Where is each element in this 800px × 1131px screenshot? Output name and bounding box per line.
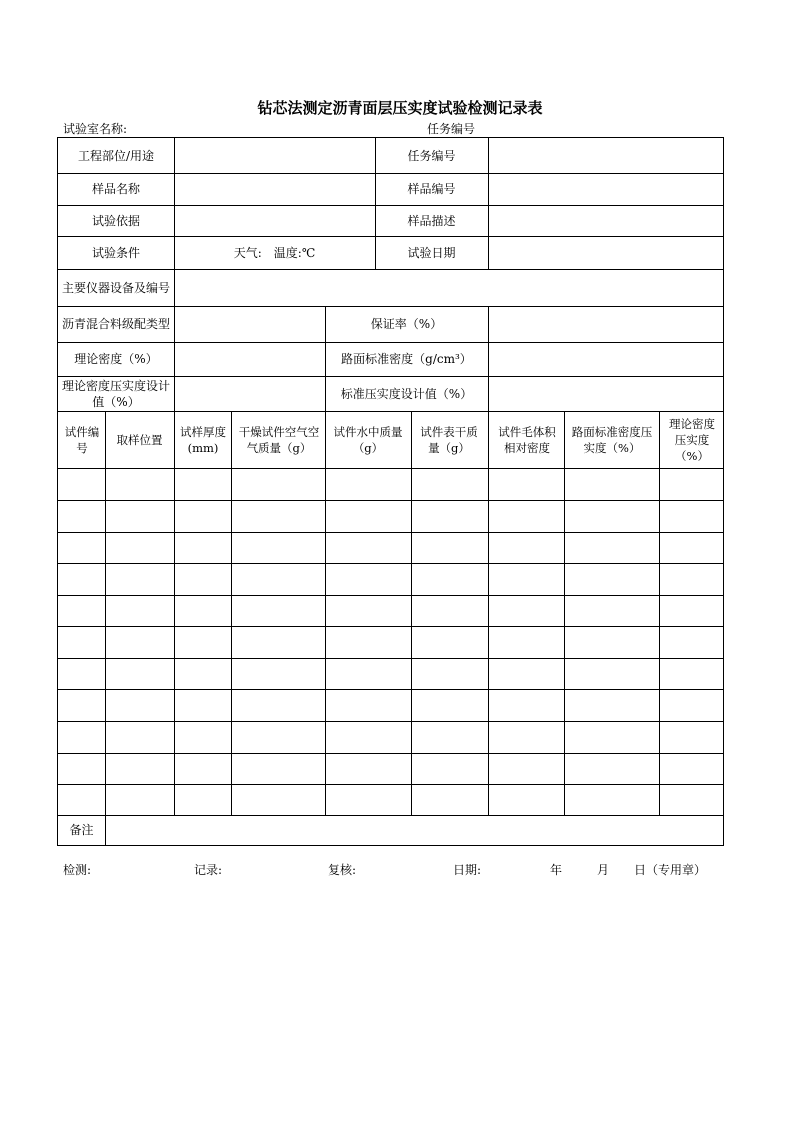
inspect-label: 检测:	[63, 863, 92, 877]
col-header-thickness: 试样厚度(mm)	[180, 424, 226, 455]
remarks-label: 备注	[69, 823, 94, 837]
col-divider	[488, 306, 489, 411]
page-title: 钻芯法测定沥青面层压实度试验检测记录表	[257, 99, 543, 117]
std-design-label: 标准压实度设计值（%）	[340, 386, 473, 401]
col-divider	[105, 411, 106, 815]
row-divider	[58, 500, 723, 501]
row-divider	[58, 815, 723, 816]
project-part-label: 工程部位/用途	[77, 148, 155, 163]
test-date-label: 试验日期	[407, 245, 456, 260]
col-divider	[105, 815, 106, 845]
weather-temp-label: 天气: 温度:℃	[233, 245, 316, 260]
col-divider	[488, 138, 489, 269]
signature-footer	[0, 861, 800, 879]
col-header-bulk-density: 试件毛体积相对密度	[498, 424, 556, 455]
task-no-cell-label: 任务编号	[407, 148, 456, 163]
col-divider	[659, 411, 660, 815]
row-divider	[58, 468, 723, 469]
guarantee-label: 保证率（%）	[370, 317, 443, 331]
col-divider	[411, 411, 412, 815]
row-divider	[58, 721, 723, 722]
month-label: 月	[597, 863, 610, 877]
equipment-label: 主要仪器设备及编号	[62, 280, 171, 295]
mix-type-label: 沥青混合料级配类型	[62, 317, 171, 331]
date-label: 日期:	[453, 863, 482, 877]
row-divider	[58, 563, 723, 564]
theory-density-label: 理论密度（%）	[74, 352, 158, 366]
sample-name-label: 样品名称	[91, 182, 140, 196]
col-divider	[231, 411, 232, 815]
col-divider	[564, 411, 565, 815]
row-divider	[58, 658, 723, 659]
lab-name-label: 试验室名称:	[63, 122, 128, 136]
col-header-std-compaction: 路面标准密度压实度（%）	[571, 424, 653, 455]
row-divider	[58, 689, 723, 690]
sample-no-label: 样品编号	[407, 182, 456, 196]
task-no-label: 任务编号	[427, 122, 476, 136]
col-header-specimen-no: 试件编号	[64, 424, 100, 455]
col-divider	[488, 411, 489, 815]
year-label: 年	[550, 863, 563, 877]
row-divider	[58, 532, 723, 533]
row-divider	[58, 595, 723, 596]
col-divider	[325, 411, 326, 815]
theory-design-label: 理论密度压实度设计值（%）	[62, 378, 171, 409]
sample-desc-label: 样品描述	[407, 213, 456, 228]
record-label: 记录:	[194, 863, 223, 877]
col-divider	[174, 269, 175, 306]
test-basis-label: 试验依据	[91, 213, 140, 228]
col-divider	[174, 411, 175, 815]
test-conditions-label: 试验条件	[91, 245, 140, 260]
col-header-theory-compaction: 理论密度压实度（%）	[669, 416, 715, 463]
col-header-dry-air-mass: 干燥试件空气空气质量（g）	[238, 424, 320, 455]
col-header-ssd-mass: 试件表干质量（g）	[420, 424, 478, 455]
row-divider	[58, 753, 723, 754]
col-header-water-mass: 试件水中质量（g）	[333, 424, 403, 455]
col-header-sampling-position: 取样位置	[116, 432, 163, 447]
col-divider	[174, 306, 175, 411]
record-table	[57, 137, 724, 846]
row-divider	[58, 784, 723, 785]
road-std-density-label: 路面标准密度（g/cm³）	[341, 352, 472, 366]
row-divider	[58, 626, 723, 627]
day-seal-label: 日（专用章）	[634, 863, 707, 877]
review-label: 复核:	[328, 863, 357, 877]
